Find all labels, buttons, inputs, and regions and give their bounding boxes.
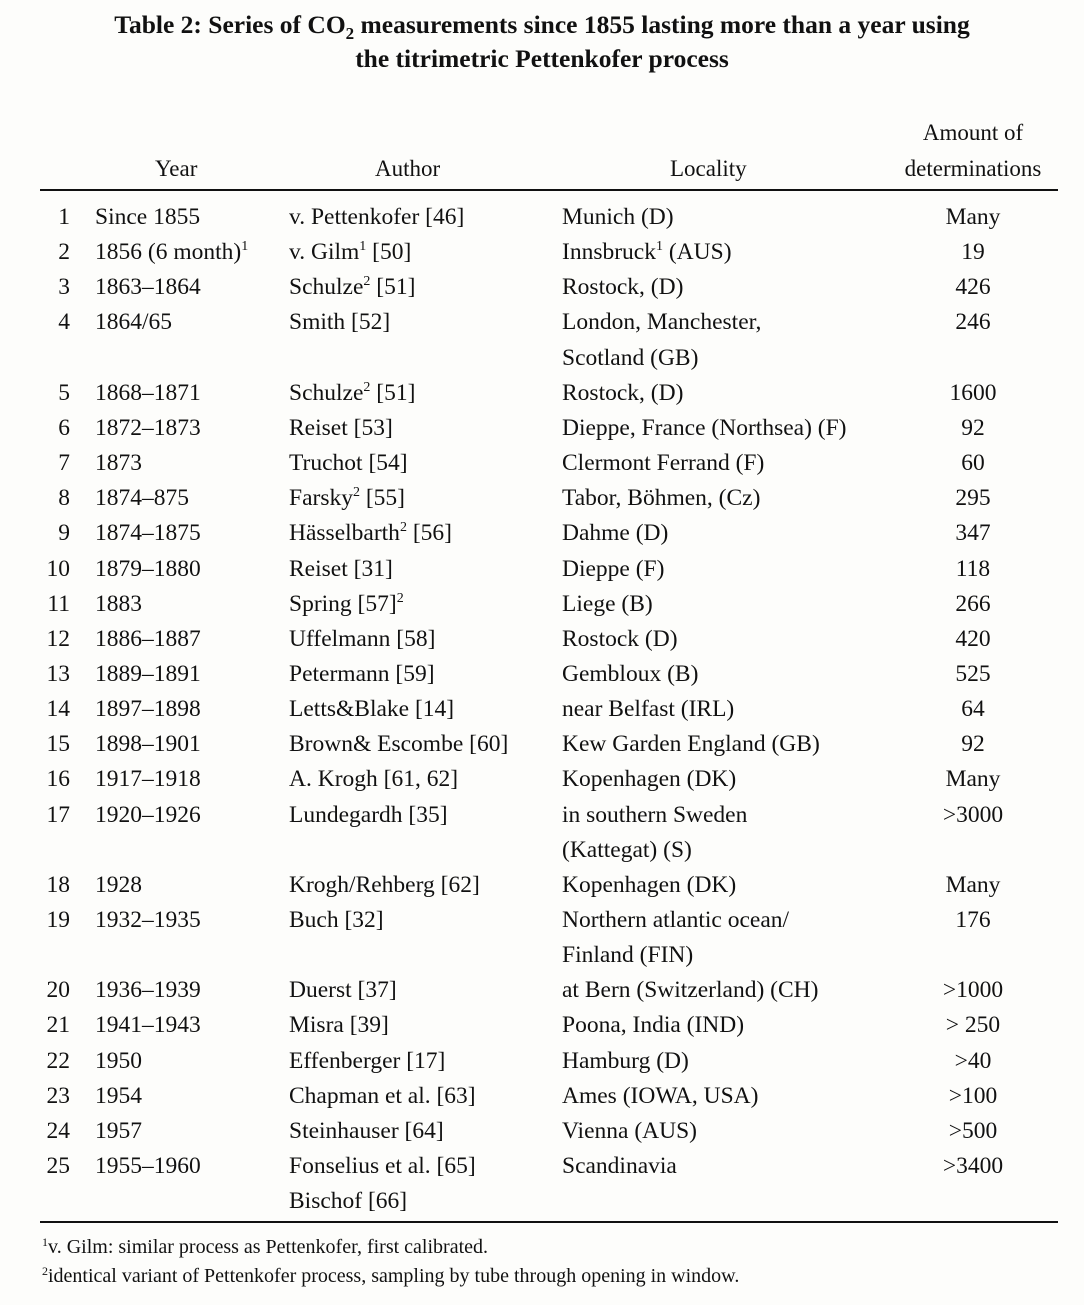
row-locality-line2: (Kattegat) (S) [562,836,692,863]
row-year: 1883 [95,590,142,617]
row-number: 9 [58,520,70,547]
row-amount: 118 [955,555,991,582]
row-amount: 64 [961,696,985,723]
row-amount: 92 [961,414,985,441]
row-author: Chapman et al. [63] [289,1082,476,1109]
row-year: 1897–1898 [95,696,201,723]
row-locality: Dahme (D) [562,520,669,547]
row-number: 16 [46,766,70,793]
row-amount: 266 [955,590,991,617]
row-year: 1856 (6 month)$^1$ [95,239,249,266]
row-locality-line2: Scotland (GB) [562,344,699,371]
row-author: v. Pettenkofer [46] [289,204,465,230]
row-author: Smith [52] [289,309,391,336]
row-year: 1917–1918 [95,766,201,793]
row-number: 3 [58,274,70,301]
row-amount: >100 [948,1082,998,1109]
row-number: 23 [46,1082,70,1109]
row-locality: Rostock, (D) [562,274,684,301]
row-number: 1 [58,204,70,230]
row-locality: Dieppe (F) [562,555,665,582]
row-author: Hässelbarth$^2$ [56] [289,520,452,547]
bottom-rule [40,1221,1058,1223]
row-year: 1889–1891 [95,660,201,687]
row-author: A. Krogh [61, 62] [289,766,459,793]
row-number: 10 [46,555,70,582]
row-amount: 295 [955,485,991,512]
row-year: 1950 [95,1047,142,1074]
row-number: 24 [46,1117,70,1144]
row-author-line2: Bischof [66] [289,1188,408,1215]
table-title [0,8,1084,76]
row-year: 1868–1871 [95,379,201,406]
row-author: Lundegardh [35] [289,801,448,828]
row-author: Spring $[57]^2$ [289,590,404,617]
row-amount: > 250 [945,1012,1001,1039]
table-title-line2: the titrimetric Pettenkofer process [355,44,729,73]
row-author: Duerst [37] [289,977,397,1004]
row-amount: >3400 [942,1153,1004,1180]
row-amount: 60 [961,450,985,477]
row-amount: Many [945,204,1001,230]
row-locality: Kopenhagen (DK) [562,871,737,898]
row-amount: 92 [961,731,985,758]
row-year: 1886–1887 [95,625,201,652]
row-number: 6 [58,414,70,441]
row-year: 1954 [95,1082,142,1109]
row-amount: 1600 [949,379,997,406]
row-amount: >3000 [942,801,1004,828]
row-year: 1936–1939 [95,977,201,1004]
row-author: Petermann [59] [289,660,435,687]
row-number: 8 [58,485,70,512]
row-author: Steinhauser [64] [289,1117,444,1144]
row-author: v. Gilm$^1$ [50] [289,239,412,266]
header-amount-line2: determinations [904,156,1042,181]
row-number: 22 [46,1047,70,1074]
row-locality: at Bern (Switzerland) (CH) [562,977,819,1004]
row-locality: Munich (D) [562,204,674,230]
row-number: 18 [46,871,70,898]
row-locality: Kew Garden England (GB) [562,731,820,758]
row-author: Reiset [53] [289,414,393,441]
row-amount: 176 [955,907,991,933]
row-author: Letts&Blake [14] [289,696,455,723]
row-locality: Dieppe, France (Northsea) (F) [562,414,847,441]
table-title-line1: Table 2: Series of $CO_2$ measurements since 1855 lasting more than a year using [114,10,970,43]
row-locality: Northern atlantic ocean/ [562,907,790,933]
row-locality: Kopenhagen (DK) [562,766,737,793]
footnote-2: $^2$identical variant of Pettenkofer process, sampling by tube through opening in window. [42,1264,740,1287]
row-author: Uffelmann [58] [289,625,436,652]
row-locality: Ames (IOWA, USA) [562,1082,759,1109]
row-year: 1941–1943 [95,1012,201,1039]
header-author: Author [375,156,441,181]
row-amount: 347 [955,520,991,547]
row-author: Krogh/Rehberg [62] [289,871,480,898]
row-locality: Clermont Ferrand (F) [562,450,765,477]
row-locality: London, Manchester, [562,309,762,336]
row-author: Schulze$^2$ [51] [289,274,416,301]
row-number: 2 [58,239,70,266]
row-year: 1873 [95,450,142,477]
row-number: 17 [46,801,70,828]
row-amount: >1000 [942,977,1004,1004]
row-number: 20 [46,977,70,1004]
row-author: Farsky$^2$ [55] [289,485,406,512]
row-number: 21 [46,1012,70,1039]
row-year: 1874–875 [95,485,189,512]
row-author: Brown& Escombe [60] [289,731,509,758]
row-number: 15 [46,731,70,758]
header-amount-line1: Amount of [922,120,1024,145]
row-year: 1864/65 [95,309,173,336]
row-year: 1863–1864 [95,274,201,301]
header-year: Year [155,156,198,181]
header-rule [40,189,1058,191]
row-author: Reiset [31] [289,555,393,582]
row-locality: Hamburg (D) [562,1047,689,1074]
row-author: Misra [39] [289,1012,389,1039]
row-amount: 420 [955,625,991,652]
row-locality: in southern Sweden [562,801,748,828]
row-locality: Gembloux (B) [562,660,699,687]
row-year: 1920–1926 [95,801,201,828]
row-year: 1955–1960 [95,1153,201,1180]
row-year: 1872–1873 [95,414,201,441]
row-amount: >500 [948,1117,998,1144]
row-amount: 525 [955,660,991,687]
row-locality: Liege (B) [562,590,653,617]
footnote-1: $^1$v. Gilm: similar process as Pettenkofer, first calibrated. [42,1235,488,1258]
row-locality: Rostock, (D) [562,379,684,406]
row-number: 5 [58,379,70,406]
row-number: 7 [58,450,70,477]
row-author: Truchot [54] [289,450,408,477]
row-year: Since 1855 [95,204,201,230]
row-locality: Vienna (AUS) [562,1117,697,1144]
row-locality-line2: Finland (FIN) [562,942,694,969]
row-amount: 19 [961,239,985,266]
row-amount: >40 [954,1047,992,1074]
row-locality: Poona, India (IND) [562,1012,745,1039]
row-year: 1957 [95,1117,142,1144]
row-number: 13 [46,660,70,687]
row-locality: Rostock (D) [562,625,678,652]
header-locality: Locality [670,156,747,181]
row-locality: near Belfast (IRL) [562,696,735,723]
row-author: Schulze$^2$ [51] [289,379,416,406]
row-year: 1874–1875 [95,520,201,547]
row-year: 1928 [95,871,142,898]
row-year: 1898–1901 [95,731,201,758]
row-locality: Innsbruck$^1$ (AUS) [562,239,732,266]
row-amount: Many [945,766,1001,793]
row-locality: Tabor, Böhmen, (Cz) [562,485,761,512]
row-amount: Many [945,871,1001,898]
row-year: 1879–1880 [95,555,201,582]
row-year: 1932–1935 [95,907,201,933]
row-number: 14 [46,696,70,723]
row-number: 19 [46,907,70,933]
row-number: 4 [58,309,70,336]
row-amount: 426 [955,274,991,301]
row-amount: 246 [955,309,991,336]
row-number: 11 [47,590,70,617]
row-number: 12 [46,625,70,652]
row-author: Fonselius et al. [65] [289,1153,476,1180]
row-author: Effenberger [17] [289,1047,446,1074]
row-locality: Scandinavia [562,1153,677,1180]
row-number: 25 [46,1153,70,1180]
row-author: Buch [32] [289,907,384,933]
